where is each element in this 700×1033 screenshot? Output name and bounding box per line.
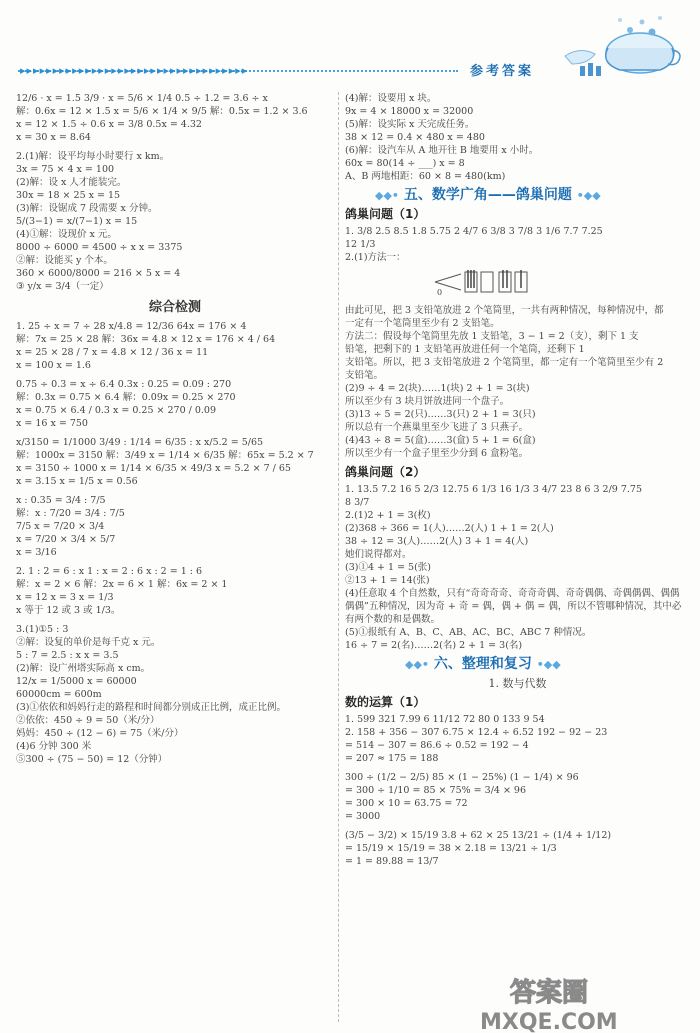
text-line: x = 16 x = 750 [16,418,88,429]
answers-block-r4 [345,483,690,652]
text-line: 60x = 80(14 ÷ ___) x = 8 [345,158,465,169]
text-line: x = 3/16 [16,547,57,558]
text-line: 所以总有一个燕巢里至少飞进了 3 只燕子。 [345,422,529,433]
text-line: = 300 × 10 = 63.75 = 72 [345,798,468,809]
text-line: 300 ÷ (1/2 − 2/5) 85 × (1 − 25%) (1 − 1/4) × 96 [345,772,579,783]
subsection-title-pigeonhole-2: 鸽巢问题（2） [345,465,426,479]
text-line: 方法二：假设每个笔筒里先放 1 支铅笔，3 − 1 = 2（支），剩下 1 支 [345,331,639,342]
text-line: x = 12 x = 3 x = 1/3 [16,592,114,603]
text-line: 所以至少有 3 块月饼放进同一个盘子。 [345,396,510,407]
text-line: 解：0.6x = 12 × 1.5 x = 5/6 × 1/4 × 9/5 解：0.5x = 1.2 × 3.6 [16,106,308,117]
equation-block-1 [16,92,334,144]
text-line: ②解：设复的单价是每千克 x 元。 [16,637,161,648]
diamond-dots-icon: •◆◆ [536,658,561,671]
text-line: ②解：设能买 y 个本。 [16,255,113,266]
column-divider [338,92,339,1022]
word-problem-block-r1 [345,92,690,183]
text-line: 0.75 ÷ 0.3 = x ÷ 6.4 0.3x : 0.25 = 0.09 : 270 [16,379,232,390]
text-line: 3x = 75 × 4 x = 100 [16,164,115,175]
text-line: x/3150 = 1/1000 3/49 : 1/14 = 6/35 : x x/5.2 = 5/65 [16,437,264,448]
unit-title-pigeonhole [375,189,690,202]
text-line: x = 7/20 × 3/4 × 5/7 [16,534,116,545]
text-line: 12 1/3 [345,239,376,250]
text-line: (2)9 ÷ 4 = 2(块)……1(块) 2 + 1 = 3(块) [345,383,530,394]
text-line: (2)解：设广州塔实际高 x cm。 [16,663,151,674]
text-line: 解：1000x = 3150 解：3/49 x = 1/14 × 6/35 解：65x = 5.2 × 7 [16,450,314,461]
text-line: (4)解：设要用 x 块。 [345,93,437,104]
text-line: (3)13 ÷ 5 = 2(只)……3(只) 2 + 1 = 3(只) [345,409,536,420]
diamond-dots-icon: ◆◆• [405,658,429,671]
subsection-title-operations-1: 数的运算（1） [345,695,426,709]
text-line: A、B 两地相距：60 × 8 = 480(km) [345,171,506,182]
text-line: 解：x = 2 × 6 解：2x = 6 × 1 解：6x = 2 × 1 [16,579,228,590]
header-title: 参考答案 [470,64,535,79]
text-line: (4)①解：设现价 x 元。 [16,229,117,240]
text-line: 她们说得都对。 [345,549,412,560]
answers-block-r2 [345,225,690,264]
page-header [0,0,700,88]
text-line: 1. 25 ÷ x = 7 ÷ 28 x/4.8 = 12/36 64x = 176 × 4 [16,321,247,332]
text-line: 偶偶”五种情况，因为奇 + 奇 = 偶，偶 + 偶 = 偶，所以不管哪种情况，其中必 [345,601,682,612]
text-line: (4)43 ÷ 8 = 5(盒)……3(盒) 5 + 1 = 6(盒) [345,435,536,446]
text-line: x 等于 12 或 3 或 1/3。 [16,605,121,616]
text-line: x = 25 × 28 / 7 x = 4.8 × 12 / 36 x = 11 [16,347,209,358]
text-line: 解：x : 7/20 = 3/4 : 7/5 [16,508,125,519]
text-line: 一定有一个笔筒里至少有 2 支铅笔。 [345,318,500,329]
text-line: 支铅笔。 [345,370,384,381]
text-line: = 300 ÷ 1/10 = 85 × 75% = 3/4 × 96 [345,785,527,796]
section-title-comprehensive-test: 综合检测 [148,300,201,315]
text-line: 2.(1)方法一： [345,252,406,263]
text-line: 9x = 4 × 18000 x = 32000 [345,106,474,117]
text-line: 由此可见，把 3 支铅笔放进 2 个笔筒里，一共有两种情况，每种情况中，都 [345,305,664,316]
text-line: (5)①报纸有 A、B、C、AB、AC、BC、ABC 7 种情况。 [345,627,592,638]
text-line: 铅笔，把剩下的 1 支铅笔再放进任何一个笔筒，还剩下 1 [345,344,585,355]
text-line: x = 0.75 × 6.4 / 0.3 x = 0.25 × 270 / 0.09 [16,405,217,416]
text-line: x = 100 x = 1.6 [16,360,91,371]
text-line: 38 ÷ 12 = 3(人)……2(人) 3 + 1 = 4(人) [345,536,529,547]
text-line: 8000 ÷ 6000 = 4500 ÷ x x = 3375 [16,242,183,253]
text-line: x = 3150 ÷ 1000 x = 1/14 × 6/35 × 49/3 x = 5.2 × 7 / 65 [16,463,291,474]
text-line: 16 ÷ 7 = 2(名)……2(名) 2 + 1 = 3(名) [345,640,523,651]
unit-title-text: 六、整理和复习 [433,656,532,672]
text-line: = 207 ≈ 175 = 188 [345,753,439,764]
text-line: = 514 − 307 = 86.6 ÷ 0.52 = 192 − 4 [345,740,529,751]
text-line: = 3000 [345,811,381,822]
unit-title-review [405,658,690,671]
chapter-title-number-algebra: 1. 数与代数 [488,677,547,690]
text-line: (3)①依依和妈妈行走的路程和时间都分别成正比例，成正比例。 [16,702,286,713]
text-line: (2)368 ÷ 366 = 1(人)……2(人) 1 + 1 = 2(人) [345,523,554,534]
watermark-text: 答案圈 [510,978,589,1008]
word-problem-block-2 [16,150,334,293]
text-line: (4)任意取 4 个自然数，只有“奇奇奇奇、奇奇奇偶、奇奇偶偶、奇偶偶偶、偶偶 [345,588,680,599]
text-line: x = 12 × 1.5 ÷ 0.6 x = 3/8 0.5x = 4.32 [16,119,202,130]
text-line: ③ y/x = 3/4（一定） [16,281,109,292]
text-line: x = 30 x = 8.64 [16,132,91,143]
text-line: 1. 599 321 7.99 6 11/12 72 80 0 133 9 54 [345,714,545,725]
text-line: (3)①4 + 1 = 5(张) [345,562,432,573]
text-line: (5)解：设实际 x 天完成任务。 [345,119,475,130]
diamond-dots-icon: ◆◆• [375,189,399,202]
text-line: 2.(1)2 + 1 = 3(枚) [345,510,431,521]
right-column [345,92,690,868]
text-line: 12/x = 1/5000 x = 60000 [16,676,137,687]
text-line: (4)6 分钟 300 米 [16,741,92,752]
header-arrow-strip: ▸▸▸▸▸▸▸▸▸▸▸▸▸▸▸▸▸▸▸▸▸▸▸▸▸▸▸▸▸▸▸▸▸▸▸ [20,64,249,77]
answers-block-r3 [345,304,690,460]
text-line: 7/5 x = 7/20 × 3/4 [16,521,105,532]
text-line: 2.(1)解：设平均每小时要行 x km。 [16,151,170,162]
left-column [16,92,334,766]
watermark-url: MXQE.COM [480,1010,618,1033]
text-line: x = 3.15 x = 1/5 x = 0.56 [16,476,138,487]
text-line: 360 × 6000/8000 = 216 × 5 x = 4 [16,268,181,279]
text-line: 支铅笔。所以，把 3 支铅笔放进 2 个笔筒里，都一定有一个笔筒里至少有 2 [345,357,664,368]
text-line: 5/(3−1) = x/(7−1) x = 15 [16,216,138,227]
text-line: 1. 3/8 2.5 8.5 1.8 5.75 2 4/7 6 3/8 3 7/8 3 1/6 7.7 7.25 [345,226,603,237]
text-line: 8 3/7 [345,497,370,508]
text-line: = 15/19 × 15/19 = 38 × 2.18 = 13/21 ÷ 1/3 [345,843,557,854]
text-line: ②13 + 1 = 14(张) [345,575,430,586]
text-line: (3)解：设锯成 7 段需要 x 分钟。 [16,203,158,214]
text-line: 12/6 · x = 1.5 3/9 · x = 5/6 × 1/4 0.5 ÷ 1.2 = 3.6 ÷ x [16,93,268,104]
text-line: ⑤300 ÷ (75 − 50) = 12（分钟） [16,754,168,765]
subsection-title-pigeonhole-1: 鸽巢问题（1） [345,207,426,221]
text-line: 5 : 7 = 2.5 : x x = 3.5 [16,650,119,661]
text-line: 解：7x = 25 × 28 解：36x = 4.8 × 12 x = 176 × 4 / 64 [16,334,276,345]
word-problem-block-5 [16,623,334,766]
diagram-label: 0 [437,288,443,296]
diamond-dots-icon: •◆◆ [576,189,601,202]
text-line: (3/5 − 3/2) × 15/19 3.8 + 62 × 25 13/21 ÷ (1/4 + 1/12) [345,830,612,841]
text-line: 有两个数的和是偶数。 [345,614,441,625]
equation-block-4 [16,565,334,617]
text-line: x : 0.35 = 3/4 : 7/5 [16,495,106,506]
text-line: 30x = 18 × 25 x = 15 [16,190,121,201]
text-line: 60000cm = 600m [16,689,102,700]
site-watermark [470,975,690,1033]
equation-block-3 [16,320,334,559]
text-line: 1. 13.5 7.2 16 5 2/3 12.75 6 1/3 16 1/3 3 4/7 23 8 6 3 2/9 7.75 [345,484,643,495]
answers-block-r5 [345,713,690,868]
text-line: 3.(1)①5 : 3 [16,624,69,635]
cup-decoration-icon [560,8,685,80]
text-line: ②依依：450 ÷ 9 = 50（米/分） [16,715,160,726]
text-line: 妈妈：450 ÷ (12 − 6) = 75（米/分） [16,728,184,739]
text-line: (2)解：设 x 人才能装完。 [16,177,127,188]
text-line: 所以至少有一个盒子里至少分到 6 盒粉笔。 [345,448,529,459]
text-line: (6)解：设汽车从 A 地开往 B 地要用 x 小时。 [345,145,539,156]
text-line: 2. 1 : 2 = 6 : x 1 : x = 2 : 6 x : 2 = 1 : 6 [16,566,203,577]
text-line: 解：0.3x = 0.75 × 6.4 解：0.09x = 0.25 × 270 [16,392,236,403]
text-line: = 1 = 89.88 = 13/7 [345,856,439,867]
text-line: 38 × 12 = 0.4 × 480 x = 480 [345,132,485,143]
unit-title-text: 五、数学广角——鸽巢问题 [403,187,572,203]
text-line: 2. 158 + 356 − 307 6.75 × 12.4 ÷ 6.52 192 − 92 − 23 [345,727,608,738]
pencil-cup-diagram [415,268,535,296]
